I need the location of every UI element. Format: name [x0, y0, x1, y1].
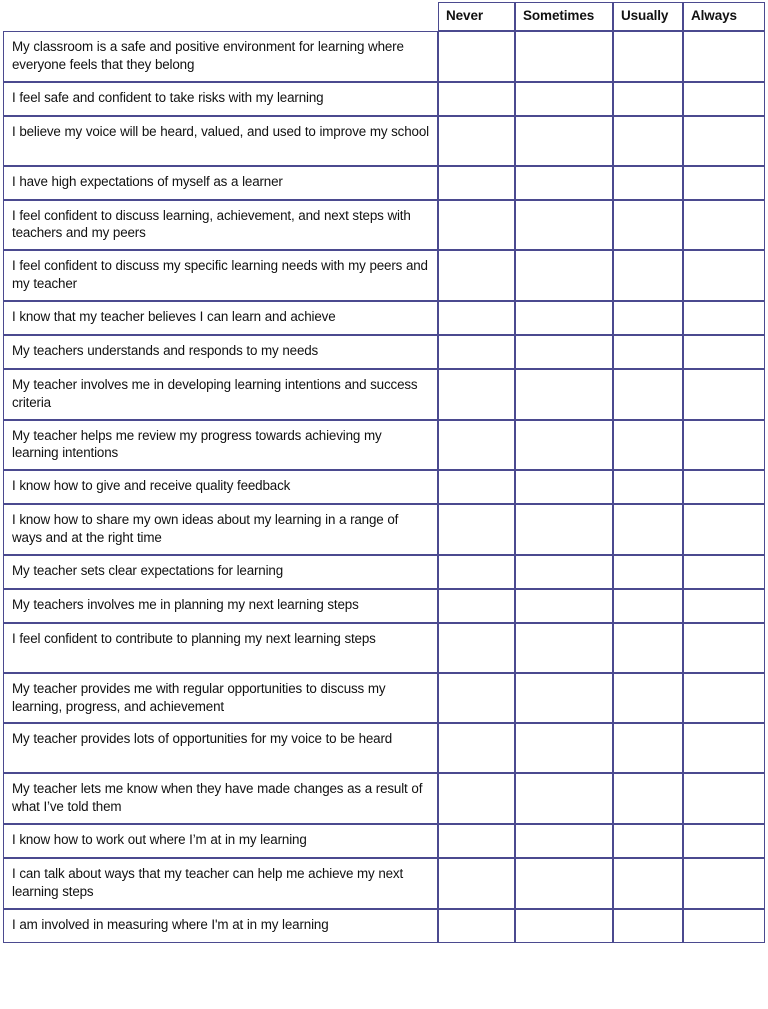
response-cell-never[interactable]	[438, 623, 515, 673]
response-cell-sometimes[interactable]	[515, 824, 613, 858]
statement-cell: My teacher provides lots of opportunities for my voice to be heard	[3, 723, 438, 773]
response-cell-never[interactable]	[438, 31, 515, 82]
table-row	[3, 589, 765, 623]
response-cell-always[interactable]	[683, 31, 765, 82]
response-cell-never[interactable]	[438, 858, 515, 909]
response-cell-sometimes[interactable]	[515, 555, 613, 589]
column-header-always: Always	[683, 2, 765, 31]
survey-response-table	[3, 2, 765, 943]
response-cell-never[interactable]	[438, 589, 515, 623]
response-cell-usually[interactable]	[613, 673, 683, 724]
response-cell-sometimes[interactable]	[515, 673, 613, 724]
response-cell-usually[interactable]	[613, 82, 683, 116]
response-cell-never[interactable]	[438, 773, 515, 824]
statement-cell: I know how to share my own ideas about my learning in a range of ways and at the right time	[3, 504, 438, 555]
response-cell-sometimes[interactable]	[515, 166, 613, 200]
statement-cell: I have high expectations of myself as a learner	[3, 166, 438, 200]
table-body	[3, 31, 765, 943]
response-cell-usually[interactable]	[613, 824, 683, 858]
response-cell-usually[interactable]	[613, 116, 683, 166]
response-cell-always[interactable]	[683, 335, 765, 369]
table-row	[3, 82, 765, 116]
response-cell-always[interactable]	[683, 166, 765, 200]
response-cell-sometimes[interactable]	[515, 470, 613, 504]
statement-cell: I believe my voice will be heard, valued, and used to improve my school	[3, 116, 438, 166]
response-cell-never[interactable]	[438, 116, 515, 166]
table-row	[3, 369, 765, 420]
response-cell-usually[interactable]	[613, 200, 683, 251]
statement-column-header	[3, 2, 438, 31]
response-cell-usually[interactable]	[613, 909, 683, 943]
response-cell-sometimes[interactable]	[515, 420, 613, 471]
response-cell-sometimes[interactable]	[515, 589, 613, 623]
response-cell-always[interactable]	[683, 909, 765, 943]
response-cell-never[interactable]	[438, 555, 515, 589]
statement-cell: I feel confident to discuss my specific learning needs with my peers and my teacher	[3, 250, 438, 301]
response-cell-usually[interactable]	[613, 301, 683, 335]
response-cell-never[interactable]	[438, 504, 515, 555]
response-cell-usually[interactable]	[613, 589, 683, 623]
response-cell-always[interactable]	[683, 824, 765, 858]
table-row	[3, 504, 765, 555]
response-cell-never[interactable]	[438, 250, 515, 301]
response-cell-never[interactable]	[438, 723, 515, 773]
response-cell-usually[interactable]	[613, 166, 683, 200]
statement-cell: My teacher lets me know when they have made changes as a result of what I’ve told them	[3, 773, 438, 824]
response-cell-always[interactable]	[683, 673, 765, 724]
response-cell-sometimes[interactable]	[515, 82, 613, 116]
response-cell-sometimes[interactable]	[515, 909, 613, 943]
table-row	[3, 555, 765, 589]
response-cell-never[interactable]	[438, 166, 515, 200]
response-cell-never[interactable]	[438, 335, 515, 369]
response-cell-usually[interactable]	[613, 470, 683, 504]
response-cell-never[interactable]	[438, 824, 515, 858]
statement-cell: My teacher involves me in developing learning intentions and success criteria	[3, 369, 438, 420]
response-cell-usually[interactable]	[613, 335, 683, 369]
response-cell-always[interactable]	[683, 82, 765, 116]
response-cell-always[interactable]	[683, 200, 765, 251]
response-cell-never[interactable]	[438, 470, 515, 504]
column-header-never: Never	[438, 2, 515, 31]
table-row	[3, 623, 765, 673]
response-cell-usually[interactable]	[613, 420, 683, 471]
response-cell-always[interactable]	[683, 420, 765, 471]
response-cell-never[interactable]	[438, 301, 515, 335]
table-row	[3, 909, 765, 943]
response-cell-never[interactable]	[438, 369, 515, 420]
response-cell-usually[interactable]	[613, 723, 683, 773]
response-cell-always[interactable]	[683, 623, 765, 673]
response-cell-always[interactable]	[683, 301, 765, 335]
statement-cell: My teacher provides me with regular opportunities to discuss my learning, progress, and achievement	[3, 673, 438, 724]
response-cell-sometimes[interactable]	[515, 250, 613, 301]
table-row	[3, 673, 765, 724]
response-cell-sometimes[interactable]	[515, 116, 613, 166]
response-cell-sometimes[interactable]	[515, 858, 613, 909]
header-row	[3, 2, 765, 31]
response-cell-always[interactable]	[683, 773, 765, 824]
statement-cell: I feel confident to discuss learning, achievement, and next steps with teachers and my peers	[3, 200, 438, 251]
response-cell-never[interactable]	[438, 200, 515, 251]
response-cell-sometimes[interactable]	[515, 31, 613, 82]
statement-cell: My classroom is a safe and positive environment for learning where everyone feels that they belong	[3, 31, 438, 82]
response-cell-usually[interactable]	[613, 250, 683, 301]
response-cell-always[interactable]	[683, 723, 765, 773]
table-row	[3, 301, 765, 335]
table-row	[3, 166, 765, 200]
response-cell-always[interactable]	[683, 555, 765, 589]
response-cell-always[interactable]	[683, 369, 765, 420]
response-cell-usually[interactable]	[613, 31, 683, 82]
response-cell-usually[interactable]	[613, 858, 683, 909]
statement-cell: I know how to give and receive quality feedback	[3, 470, 438, 504]
response-cell-usually[interactable]	[613, 504, 683, 555]
statement-cell: My teachers understands and responds to my needs	[3, 335, 438, 369]
response-cell-sometimes[interactable]	[515, 623, 613, 673]
response-cell-always[interactable]	[683, 250, 765, 301]
statement-cell: I can talk about ways that my teacher can help me achieve my next learning steps	[3, 858, 438, 909]
table-row	[3, 858, 765, 909]
table-row	[3, 335, 765, 369]
table-row	[3, 250, 765, 301]
response-cell-sometimes[interactable]	[515, 301, 613, 335]
response-cell-sometimes[interactable]	[515, 773, 613, 824]
table-row	[3, 470, 765, 504]
statement-cell: I feel safe and confident to take risks with my learning	[3, 82, 438, 116]
statement-cell: My teacher helps me review my progress towards achieving my learning intentions	[3, 420, 438, 471]
response-cell-sometimes[interactable]	[515, 369, 613, 420]
statement-cell: I know how to work out where I’m at in my learning	[3, 824, 438, 858]
table-row	[3, 773, 765, 824]
response-cell-sometimes[interactable]	[515, 335, 613, 369]
table-row	[3, 31, 765, 82]
response-cell-sometimes[interactable]	[515, 200, 613, 251]
statement-cell: My teachers involves me in planning my next learning steps	[3, 589, 438, 623]
response-cell-never[interactable]	[438, 420, 515, 471]
survey-sheet	[0, 2, 768, 1009]
response-cell-always[interactable]	[683, 470, 765, 504]
column-header-sometimes: Sometimes	[515, 2, 613, 31]
statement-cell: I am involved in measuring where I'm at in my learning	[3, 909, 438, 943]
table-row	[3, 420, 765, 471]
response-cell-usually[interactable]	[613, 773, 683, 824]
response-cell-always[interactable]	[683, 504, 765, 555]
response-cell-sometimes[interactable]	[515, 504, 613, 555]
table-row	[3, 723, 765, 773]
response-cell-usually[interactable]	[613, 369, 683, 420]
statement-cell: My teacher sets clear expectations for learning	[3, 555, 438, 589]
table-row	[3, 200, 765, 251]
table-row	[3, 116, 765, 166]
response-cell-usually[interactable]	[613, 623, 683, 673]
table-row	[3, 824, 765, 858]
statement-cell: I feel confident to contribute to planning my next learning steps	[3, 623, 438, 673]
response-cell-never[interactable]	[438, 673, 515, 724]
response-cell-sometimes[interactable]	[515, 723, 613, 773]
response-cell-always[interactable]	[683, 589, 765, 623]
response-cell-always[interactable]	[683, 116, 765, 166]
table-header	[3, 2, 765, 31]
response-cell-never[interactable]	[438, 82, 515, 116]
column-header-usually: Usually	[613, 2, 683, 31]
response-cell-always[interactable]	[683, 858, 765, 909]
response-cell-never[interactable]	[438, 909, 515, 943]
response-cell-usually[interactable]	[613, 555, 683, 589]
statement-cell: I know that my teacher believes I can learn and achieve	[3, 301, 438, 335]
